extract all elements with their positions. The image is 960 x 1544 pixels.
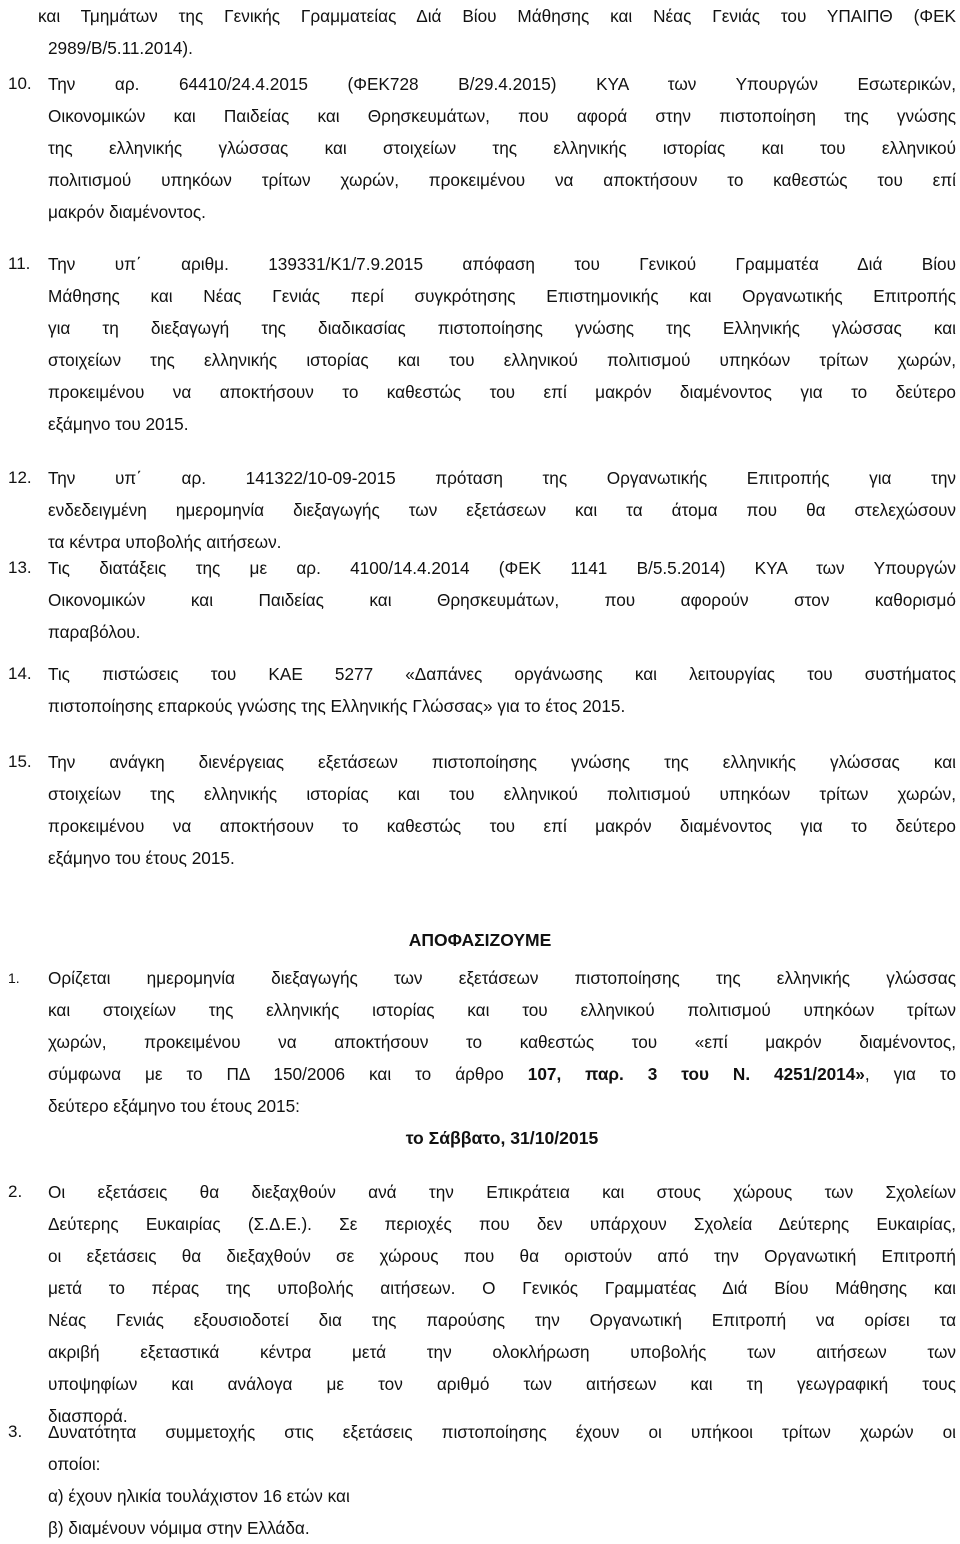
item-line: Την υπ΄ αρ. 141322/10-09-2015 πρόταση της Οργανωτικής Επιτροπής για την bbox=[48, 468, 956, 488]
item-line: προκειμένου να αποκτήσουν το καθεστώς του επί μακρόν διαμένοντος για το δεύτερο bbox=[48, 816, 956, 836]
item-number: 13. bbox=[8, 558, 32, 577]
item-line: Μάθησης και Νέας Γενιάς περί συγκρότησης Επιστημονικής και Οργανωτικής Επιτροπής bbox=[48, 286, 956, 306]
item-line: στοιχείων της ελληνικής ιστορίας και του ελληνικού πολιτισμού υπηκόων τρίτων χωρών, bbox=[48, 784, 956, 804]
item-line: εξάμηνο του έτους 2015. bbox=[48, 848, 235, 868]
item-text: , για το bbox=[864, 1064, 957, 1084]
item-line: μετά το πέρας της υποβολής αιτήσεων. Ο Γενικός Γραμματέας Διά Βίου Μάθησης και bbox=[48, 1278, 956, 1298]
item-line: Δυνατότητα συμμετοχής στις εξετάσεις πιστοποίησης έχουν οι υπήκοοι τρίτων χωρών οι bbox=[48, 1422, 956, 1442]
condition-a: α) έχουν ηλικία τουλάχιστον 16 ετών και bbox=[48, 1486, 350, 1506]
item-number: 12. bbox=[8, 468, 32, 487]
item-number: 1. bbox=[8, 970, 20, 986]
item-line: Οικονομικών και Παιδείας και Θρησκευμάτων, που αφορούν στον καθορισμό bbox=[48, 590, 956, 610]
intro-line: 2989/Β/5.11.2014). bbox=[48, 38, 193, 58]
item-line: Την αρ. 64410/24.4.2015 (ΦΕΚ728 Β/29.4.2015) ΚΥΑ των Υπουργών Εσωτερικών, bbox=[48, 74, 956, 94]
item-line: Τις πιστώσεις του ΚΑΕ 5277 «Δαπάνες οργάνωσης και λειτουργίας του συστήματος bbox=[48, 664, 956, 684]
item-line: οποίοι: bbox=[48, 1454, 101, 1474]
item-line: τα κέντρα υποβολής αιτήσεων. bbox=[48, 532, 282, 552]
item-line: Νέας Γενιάς εξουσιοδοτεί δια της παρούσης την Οργανωτική Επιτροπή να ορίσει τα bbox=[48, 1310, 956, 1330]
item-line: προκειμένου να αποκτήσουν το καθεστώς του επί μακρόν διαμένοντος για το δεύτερο bbox=[48, 382, 956, 402]
item-line: εξάμηνο του 2015. bbox=[48, 414, 189, 434]
condition-b: β) διαμένουν νόμιμα στην Ελλάδα. bbox=[48, 1518, 310, 1538]
item-number: 3. bbox=[8, 1422, 23, 1441]
decision-heading: ΑΠΟΦΑΣΙΖΟΥΜΕ bbox=[408, 930, 552, 950]
item-line: Οι εξετάσεις θα διεξαχθούν ανά την Επικράτεια και στους χώρους των Σχολείων bbox=[48, 1182, 956, 1202]
item-number: 2. bbox=[8, 1182, 23, 1201]
law-reference: 107, παρ. 3 του Ν. 4251/2014» bbox=[527, 1064, 865, 1084]
item-number: 11. bbox=[8, 254, 31, 273]
item-number: 15. bbox=[8, 752, 32, 771]
item-line: ακριβή εξεταστικά κέντρα μετά την ολοκλήρωση υποβολής των αιτήσεων των bbox=[48, 1342, 956, 1362]
item-line: διασπορά. bbox=[48, 1406, 128, 1426]
item-number: 10. bbox=[8, 74, 32, 93]
item-line: δεύτερο εξάμηνο του έτους 2015: bbox=[48, 1096, 300, 1116]
item-line: Την υπ΄ αριθμ. 139331/Κ1/7.9.2015 απόφαση του Γενικού Γραμματέα Διά Βίου bbox=[48, 254, 956, 274]
item-line bbox=[48, 1058, 956, 1090]
item-line: Οικονομικών και Παιδείας και Θρησκευμάτων, που αφορά στην πιστοποίηση της γνώσης bbox=[48, 106, 956, 126]
item-line: οι εξετάσεις θα διεξαχθούν σε χώρους που θα οριστούν από την Οργανωτική Επιτροπή bbox=[48, 1246, 956, 1266]
item-line: πιστοποίησης επαρκούς γνώσης της Ελληνικής Γλώσσας» για το έτος 2015. bbox=[48, 696, 626, 716]
item-line: Ορίζεται ημερομηνία διεξαγωγής των εξετάσεων πιστοποίησης της ελληνικής γλώσσας bbox=[48, 968, 956, 988]
item-line: παραβόλου. bbox=[48, 622, 141, 642]
item-line: Δεύτερης Ευκαιρίας (Σ.Δ.Ε.). Σε περιοχές που δεν υπάρχουν Σχολεία Δεύτερης Ευκαιρίας, bbox=[48, 1214, 956, 1234]
intro-paragraph bbox=[0, 0, 960, 64]
item-line: πολιτισμού υπηκόων τρίτων χωρών, προκειμένου να αποκτήσουν το καθεστώς του επί bbox=[48, 170, 956, 190]
exam-date: το Σάββατο, 31/10/2015 bbox=[405, 1128, 599, 1148]
item-number: 14. bbox=[8, 664, 32, 683]
item-line: στοιχείων της ελληνικής ιστορίας και του ελληνικού πολιτισμού υπηκόων τρίτων χωρών, bbox=[48, 350, 956, 370]
item-line: Τις διατάξεις της με αρ. 4100/14.4.2014 (ΦΕΚ 1141 Β/5.5.2014) ΚΥΑ των Υπουργών bbox=[48, 558, 956, 578]
item-line: και στοιχείων της ελληνικής ιστορίας και του ελληνικού πολιτισμού υπηκόων τρίτων bbox=[48, 1000, 956, 1020]
intro-line: και Τμημάτων της Γενικής Γραμματείας Διά Βίου Μάθησης και Νέας Γενιάς του ΥΠΑΙΠΘ (ΦΕΚ bbox=[38, 6, 956, 26]
item-line: χωρών, προκειμένου να αποκτήσουν το καθεστώς του «επί μακρόν διαμένοντος, bbox=[48, 1032, 956, 1052]
item-line: υποψηφίων και ανάλογα με τον αριθμό των αιτήσεων και τη γεωγραφική τους bbox=[48, 1374, 956, 1394]
item-text: σύμφωνα με το ΠΔ 150/2006 και το άρθρο bbox=[48, 1064, 528, 1084]
item-line: της ελληνικής γλώσσας και στοιχείων της ελληνικής ιστορίας και του ελληνικού bbox=[48, 138, 956, 158]
item-line: μακρόν διαμένοντος. bbox=[48, 202, 206, 222]
item-line: Την ανάγκη διενέργειας εξετάσεων πιστοποίησης γνώσης της ελληνικής γλώσσας και bbox=[48, 752, 956, 772]
item-line: για τη διεξαγωγή της διαδικασίας πιστοποίησης γνώσης της Ελληνικής γλώσσας και bbox=[48, 318, 956, 338]
item-line: ενδεδειγμένη ημερομηνία διεξαγωγής των εξετάσεων και τα άτομα που θα στελεχώσουν bbox=[48, 500, 956, 520]
